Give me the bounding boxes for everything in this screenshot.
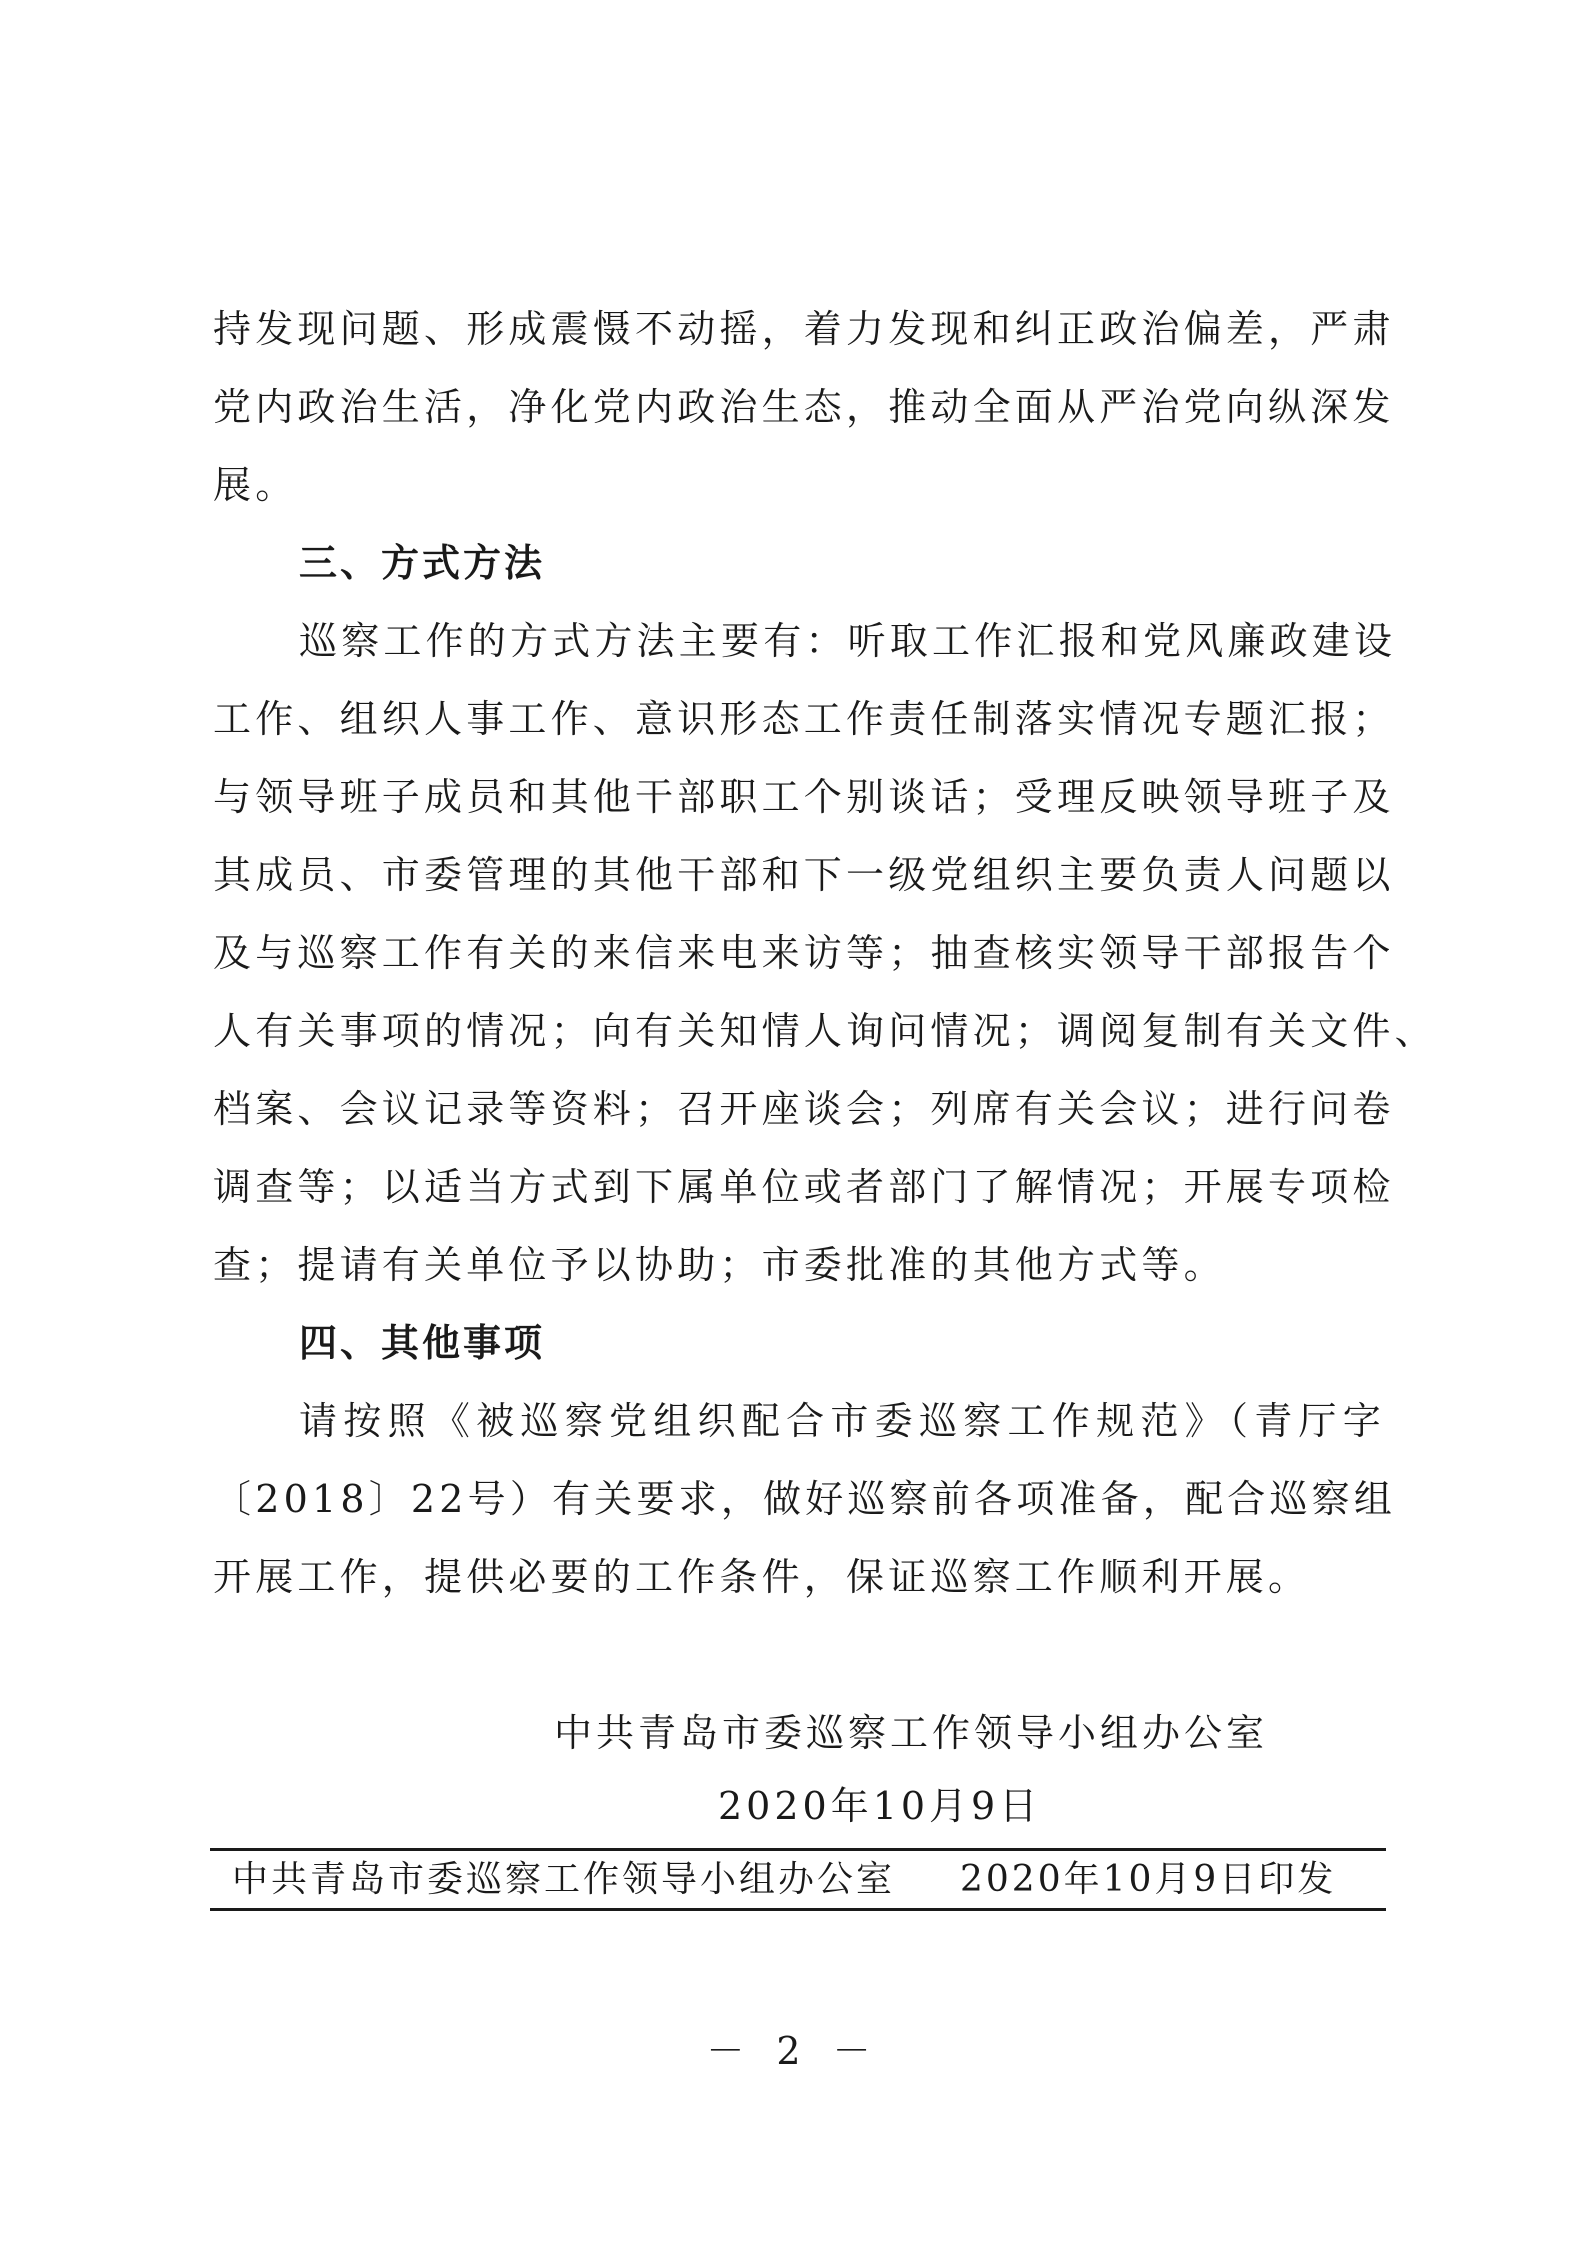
footer-top-rule bbox=[210, 1848, 1386, 1851]
body-line: 工作、组织人事工作、意识形态工作责任制落实情况专题汇报； bbox=[213, 697, 1395, 741]
body-line: 及与巡察工作有关的来信来电来访等；抽查核实领导干部报告个 bbox=[213, 931, 1395, 975]
page-number: － 2 － bbox=[706, 2029, 881, 2073]
footer-issue-date: 2020年10月9日印发 bbox=[960, 1859, 1337, 1900]
body-line: 党内政治生活，净化党内政治生态，推动全面从严治党向纵深发 bbox=[213, 385, 1395, 429]
signature-organization: 中共青岛市委巡察工作领导小组办公室 bbox=[554, 1711, 1269, 1755]
body-line: 展。 bbox=[213, 463, 298, 507]
body-line: 持发现问题、形成震慑不动摇，着力发现和纠正政治偏差，严肃 bbox=[213, 307, 1395, 351]
signature-date: 2020年10月9日 bbox=[718, 1784, 1042, 1828]
body-line: 请按照《被巡察党组织配合市委巡察工作规范》（青厅字 bbox=[299, 1399, 1385, 1443]
body-line: 查；提请有关单位予以协助；市委批准的其他方式等。 bbox=[213, 1243, 1226, 1287]
body-line: 档案、会议记录等资料；召开座谈会；列席有关会议；进行问卷 bbox=[213, 1087, 1395, 1131]
body-line: 与领导班子成员和其他干部职工个别谈话；受理反映领导班子及 bbox=[213, 775, 1395, 819]
body-line: 〔2018〕22号）有关要求，做好巡察前各项准备，配合巡察组 bbox=[213, 1477, 1397, 1521]
section-heading-methods: 三、方式方法 bbox=[299, 541, 546, 585]
section-heading-other-matters: 四、其他事项 bbox=[299, 1321, 546, 1365]
body-line: 其成员、市委管理的其他干部和下一级党组织主要负责人问题以 bbox=[213, 853, 1395, 897]
body-line: 调查等；以适当方式到下属单位或者部门了解情况；开展专项检 bbox=[213, 1165, 1395, 1209]
body-line: 人有关事项的情况；向有关知情人询问情况；调阅复制有关文件、 bbox=[213, 1009, 1437, 1053]
footer-bottom-rule bbox=[210, 1908, 1386, 1911]
document-body bbox=[213, 290, 1437, 1616]
body-line: 开展工作，提供必要的工作条件，保证巡察工作顺利开展。 bbox=[213, 1555, 1311, 1599]
body-line: 巡察工作的方式方法主要有：听取工作汇报和党风廉政建设 bbox=[299, 619, 1397, 663]
footer-issuer: 中共青岛市委巡察工作领导小组办公室 bbox=[232, 1859, 896, 1900]
